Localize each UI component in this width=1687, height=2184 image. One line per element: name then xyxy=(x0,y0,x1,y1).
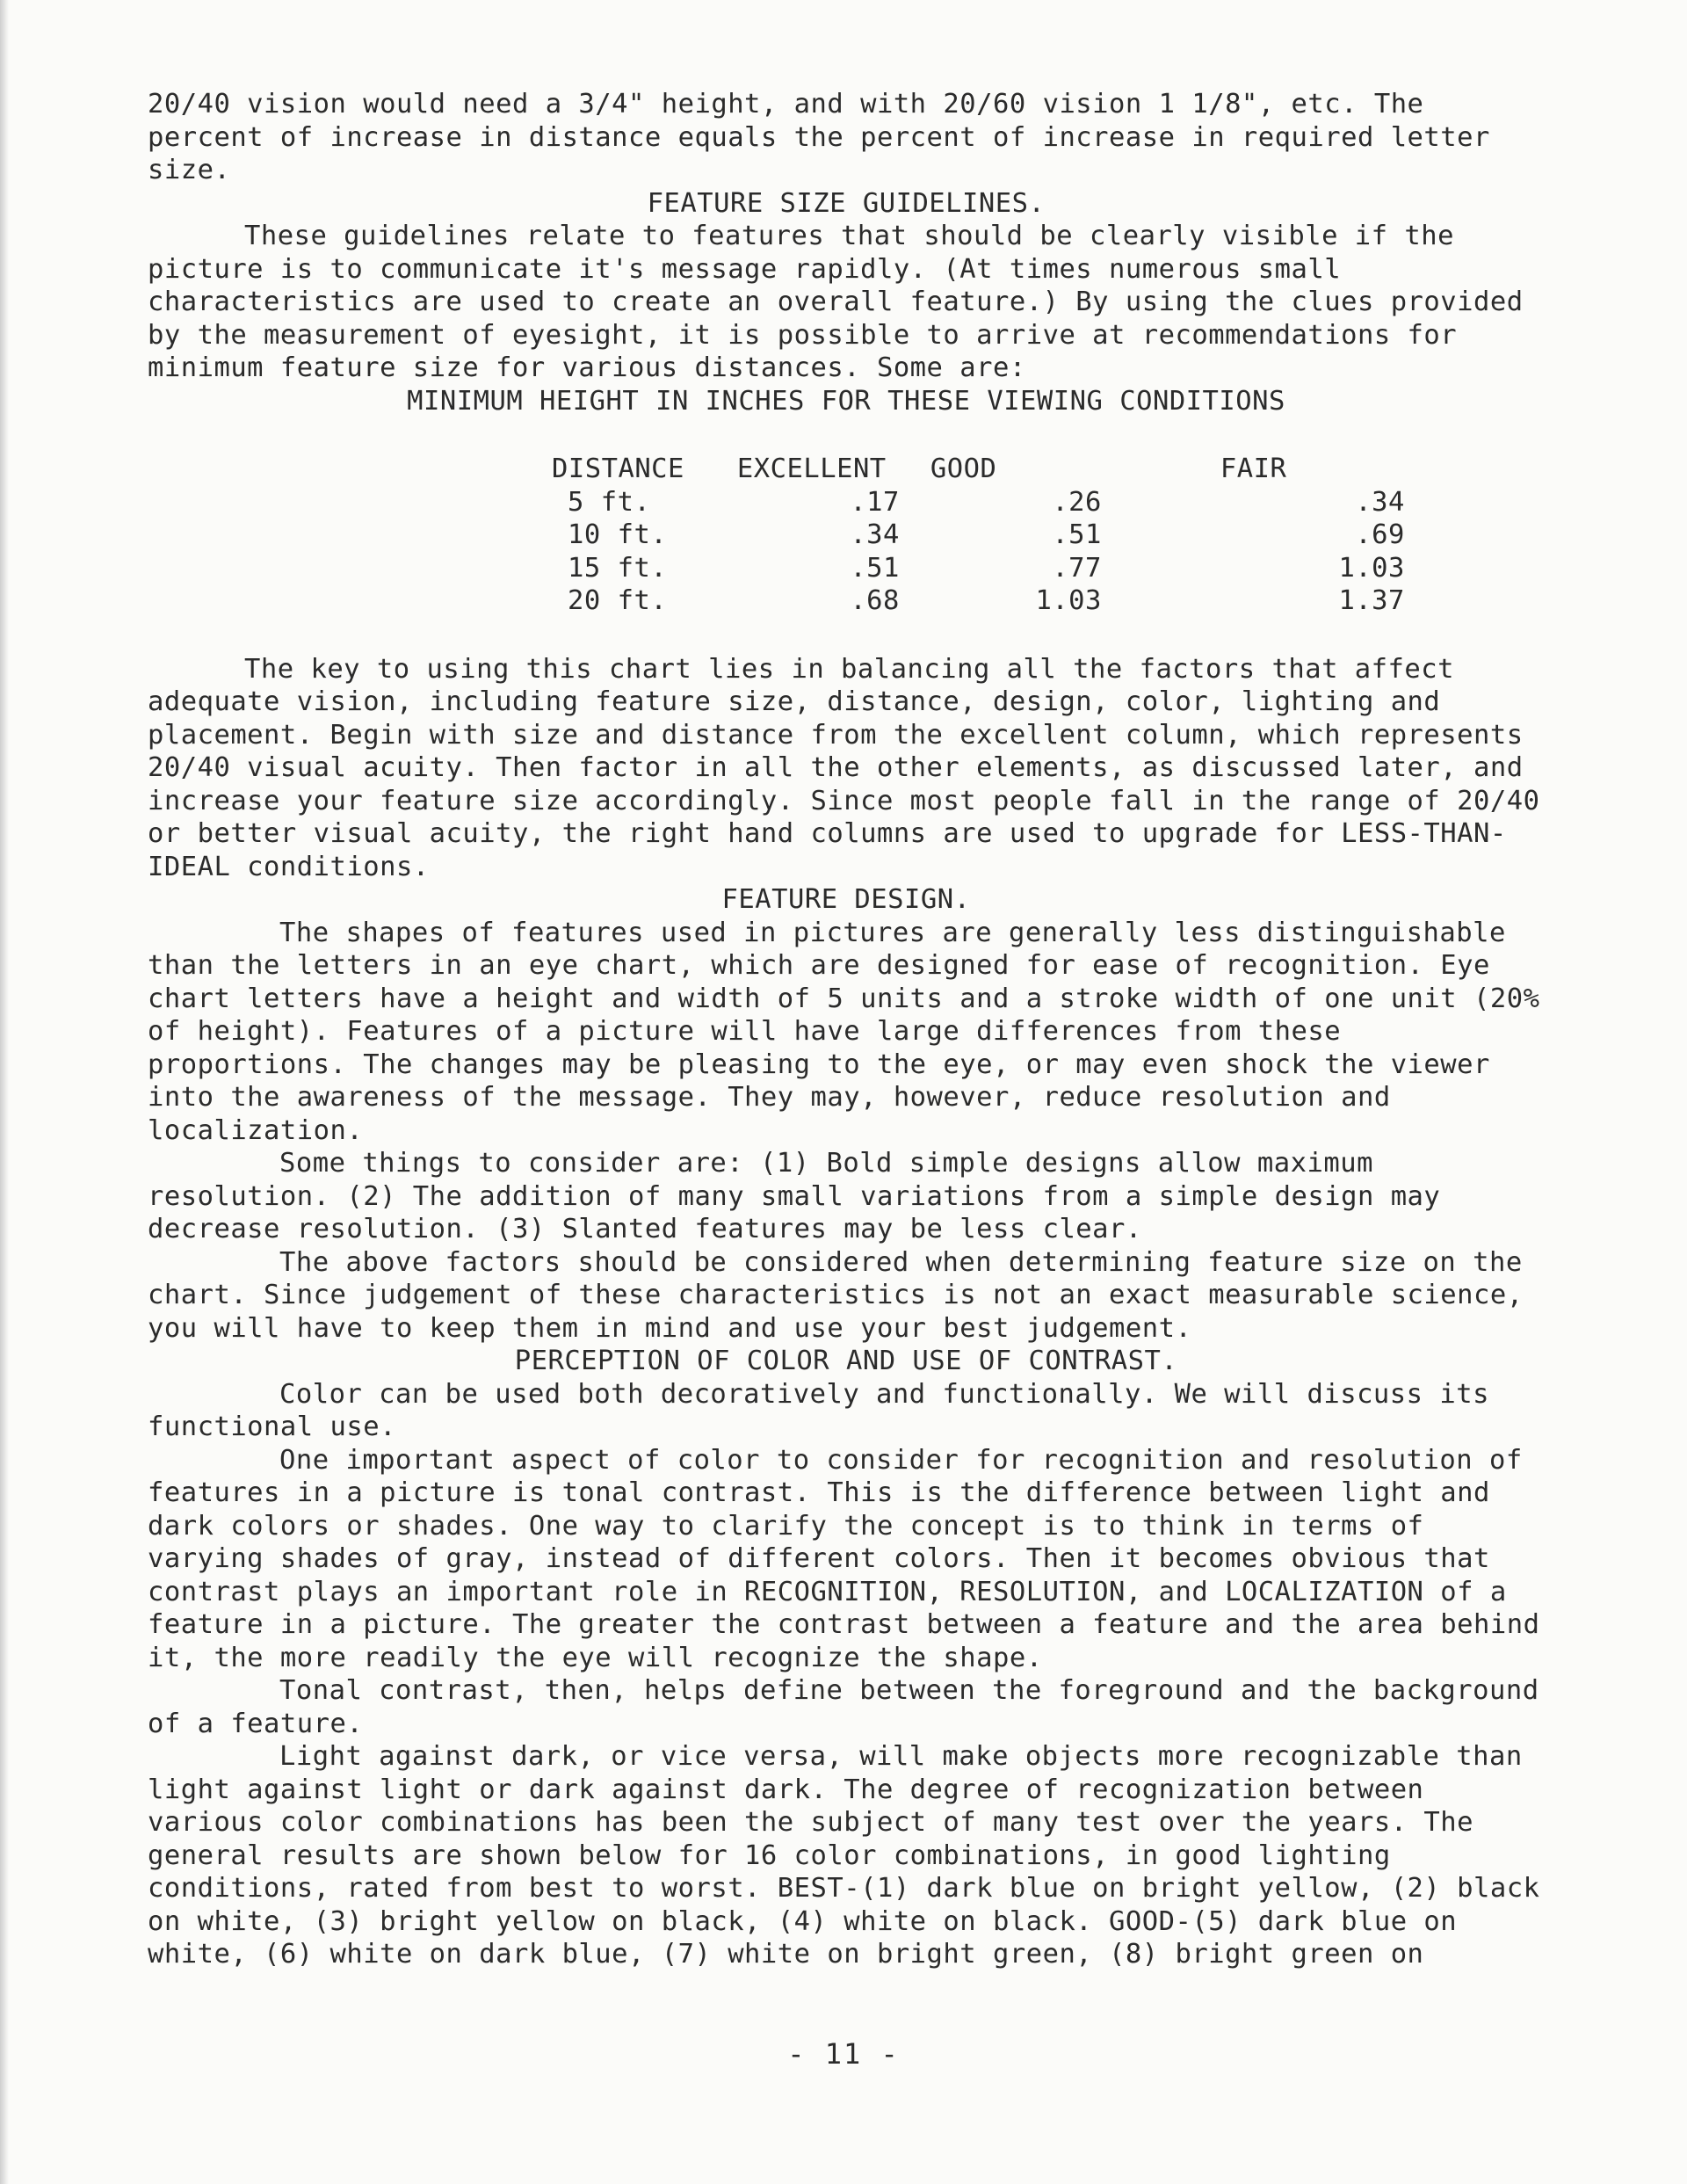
feature-size-paragraph: These guidelines relate to features that should be clearly visible if the picture is to communicate it's message rapidly. (At times numerous small characteristics are used to create an overall feature.) By using the clues provided by the measurement of eyesight, it is possible to arrive at recommendations for minimum feature size for various distances. Some are: xyxy=(148,221,1524,383)
cell-distance: 15 ft. xyxy=(568,552,668,584)
table-row xyxy=(552,584,1405,618)
heading-feature-size-guidelines: FEATURE SIZE GUIDELINES. xyxy=(647,187,1046,219)
intro-paragraph: 20/40 vision would need a 3/4" height, and with 20/60 vision 1 1/8", etc. The percent of increase in distance equals the percent of increase in required letter size. xyxy=(148,89,1490,185)
header-distance: DISTANCE xyxy=(552,453,684,484)
cell-fair: .69 xyxy=(1355,519,1405,550)
table-row xyxy=(552,486,1405,519)
feature-design-paragraph-2: Some things to consider are: (1) Bold simple designs allow maximum resolution. (2) The addition of many small variations from a simple design may decrease resolution. (3) Slanted features may be less clear. xyxy=(148,1148,1441,1244)
page-number: - 11 - xyxy=(787,2037,900,2071)
minimum-height-table xyxy=(552,453,1545,618)
cell-fair: 1.37 xyxy=(1338,585,1405,616)
page-binding-edge xyxy=(0,0,9,2184)
feature-design-paragraph-1: The shapes of features used in pictures are generally less distinguishable than the letters in an eye chart, which are designed for ease of recognition. Eye chart letters have a height and width of 5 units and a stroke width of one unit (20% of height). Features of a picture will have large differences from these proportions. The changes may be pleasing to the eye, or may even shock the viewer into the awareness of the message. They may, however, reduce resolution and localization. xyxy=(148,917,1540,1146)
header-fair: FAIR xyxy=(1220,453,1287,484)
cell-good: .26 xyxy=(1052,486,1102,518)
cell-excellent: .51 xyxy=(850,552,900,584)
cell-distance: 5 ft. xyxy=(568,486,651,518)
cell-good: 1.03 xyxy=(1035,585,1102,616)
header-excellent: EXCELLENT xyxy=(736,453,887,484)
cell-fair: 1.03 xyxy=(1338,552,1405,584)
cell-good: .51 xyxy=(1052,519,1102,550)
table-row xyxy=(552,519,1405,552)
document-page xyxy=(148,88,1545,1971)
feature-design-paragraph-3: The above factors should be considered when determining feature size on the chart. Since judgement of these characteristics is not an exact measurable science, you will have to keep them in mind and use your best judgement. xyxy=(148,1246,1524,1344)
cell-distance: 10 ft. xyxy=(568,519,668,550)
color-paragraph-4: Light against dark, or vice versa, will make objects more recognizable than light against light or dark against dark. The degree of recognization between various color combinations has been the subject of many test over the years. The general results are shown below for 16 color combinations, in good lighting conditions, rated from best to worst. BEST-(1) dark blue on bright yellow, (2) black on white, (3) bright yellow on black, (4) white on black. GOOD-(5) dark blue on white, (6) white on dark blue, (7) white on bright green, (8) bright green on xyxy=(148,1741,1540,1970)
heading-color-contrast: PERCEPTION OF COLOR AND USE OF CONTRAST. xyxy=(514,1346,1178,1376)
cell-excellent: .34 xyxy=(850,519,900,550)
header-good: GOOD xyxy=(930,453,997,484)
cell-good: .77 xyxy=(1052,552,1102,584)
heading-feature-design: FEATURE DESIGN. xyxy=(721,884,971,915)
cell-distance: 20 ft. xyxy=(568,585,668,616)
cell-excellent: .17 xyxy=(850,486,900,518)
color-paragraph-1: Color can be used both decoratively and functionally. We will discuss its functional use. xyxy=(148,1378,1489,1442)
cell-fair: .34 xyxy=(1355,486,1405,518)
table-row xyxy=(552,552,1405,585)
cell-excellent: .68 xyxy=(850,585,900,616)
chart-usage-paragraph: The key to using this chart lies in balancing all the factors that affect adequate vision, including feature size, distance, design, color, lighting and placement. Begin with size and distance from the excellent column, which represents 20/40 visual acuity. Then factor in all the other elements, as discussed later, and increase your feature size accordingly. Since most people fall in the range of 20/40 or better visual acuity, the right hand columns are used to upgrade for LESS-THAN-IDEAL conditions. xyxy=(148,653,1540,882)
table-header-row xyxy=(552,453,1405,486)
color-paragraph-2: One important aspect of color to consider for recognition and resolution of features in a picture is tonal contrast. This is the difference between light and dark colors or shades. One way to clarify the concept is to think in terms of varying shades of gray, instead of different colors. Then it becomes obvious that contrast plays an important role in RECOGNITION, RESOLUTION, and LOCALIZATION of a feature in a picture. The greater the contrast between a feature and the area behind it, the more readily the eye will recognize the shape. xyxy=(148,1444,1540,1673)
table-title: MINIMUM HEIGHT IN INCHES FOR THESE VIEWING CONDITIONS xyxy=(407,385,1285,417)
color-paragraph-3: Tonal contrast, then, helps define between the foreground and the background of a feature. xyxy=(148,1675,1539,1739)
